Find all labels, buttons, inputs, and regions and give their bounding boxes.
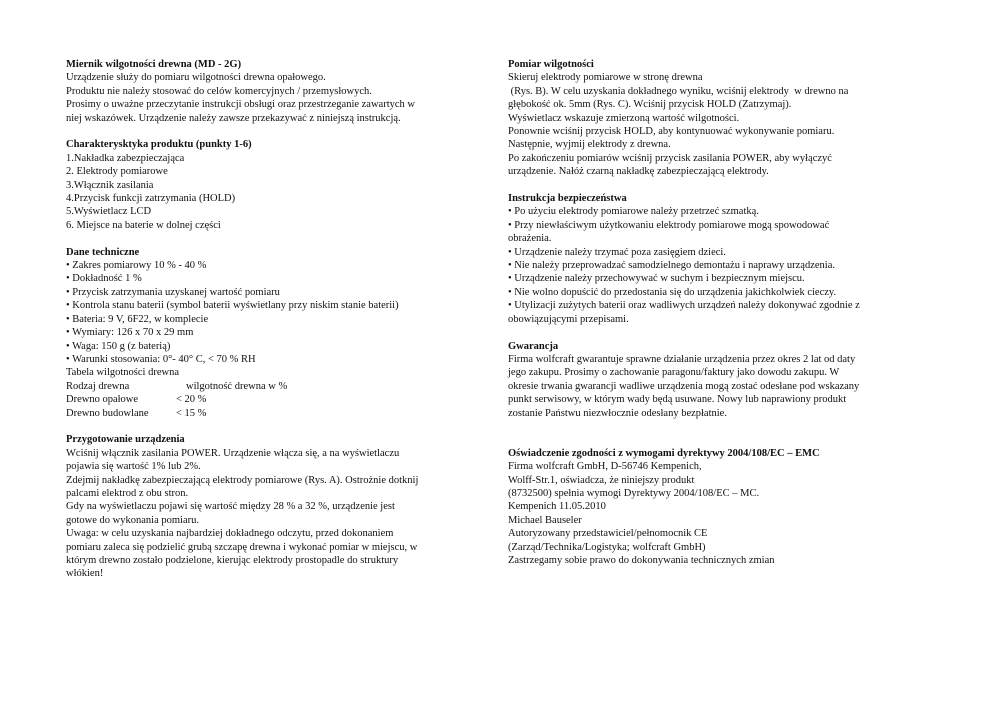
text-line: (Zarząd/Technika/Logistyka; wolfcraft GmbH) <box>508 541 706 553</box>
section-specs <box>66 246 466 420</box>
text-line: okresie trwania gwarancji wadliwe urządzenia mogą zostać odesłane pod wskazany <box>508 380 860 392</box>
spec-item: • Zakres pomiarowy 10 % - 40 % <box>66 260 207 272</box>
text-line: Produktu nie należy stosować do celów komercyjnych / przemysłowych. <box>66 85 372 97</box>
safety-item: • Po użyciu elektrody pomiarowe należy przetrzeć szmatką. <box>508 206 759 218</box>
section-measure <box>508 58 908 179</box>
text-line: którym drewno zostało podzielone, kierując elektrody prostopadle do struktury <box>66 554 399 566</box>
section-product <box>66 58 466 125</box>
text-line: Wciśnij włącznik zasilania POWER. Urządzenie włącza się, a na wyświetlaczu <box>66 447 400 459</box>
text-line: Następnie, wyjmij elektrody z drewna. <box>508 139 671 151</box>
spec-item: • Bateria: 9 V, 6F22, w komplecie <box>66 313 209 325</box>
text-line: palcami elektrod z obu stron. <box>66 487 189 499</box>
text-line: Autoryzowany przedstawiciel/pełnomocnik CE <box>508 528 708 540</box>
text-line: Ponownie wciśnij przycisk HOLD, aby kontynuować wykonywanie pomiaru. <box>508 126 835 138</box>
section-title-measure: Pomiar wilgotności <box>508 59 594 70</box>
feature-item: 2. Elektrody pomiarowe <box>66 166 168 178</box>
table-row <box>66 380 466 393</box>
section-title-declaration: Oświadczenie zgodności z wymogami dyrektywy 2004/108/EC – EMC <box>508 447 820 459</box>
safety-item: obrażenia. <box>508 233 552 245</box>
feature-item: 6. Miejsce na baterie w dolnej części <box>66 219 221 231</box>
moisture-table-caption: Tabela wilgotności drewna <box>66 367 179 379</box>
section-prep <box>66 433 466 580</box>
feature-item: 1.Nakładka zabezpieczająca <box>66 152 185 164</box>
table-cell: Drewno budowlane <box>66 407 149 419</box>
table-cell: wilgotność drewna w % <box>186 380 288 392</box>
spec-item: • Wymiary: 126 x 70 x 29 mm <box>66 327 194 339</box>
text-line: niej wskazówek. Urządzenie należy zawsze przekazywać z niniejszą instrukcją. <box>66 112 401 124</box>
section-title-specs: Dane techniczne <box>66 246 140 258</box>
text-line: (Rys. B). W celu uzyskania dokładnego wyniku, wciśnij elektrody w drewno na <box>508 85 849 97</box>
safety-item: • Utylizacji zużytych baterii oraz wadliwych urządzeń należy dokonywać zgodnie z <box>508 300 860 312</box>
text-line: punkt serwisowy, w którym wady będą usuwane. Nowy lub naprawiony produkt <box>508 394 847 406</box>
left-column <box>66 58 466 594</box>
text-line: Skieruj elektrody pomiarowe w stronę drewna <box>508 72 703 84</box>
section-title-safety: Instrukcja bezpieczeństwa <box>508 193 627 205</box>
text-line: jego zakupu. Prosimy o zachowanie paragonu/faktury jako dowodu zakupu. W <box>508 367 840 379</box>
text-line: Po zakończeniu pomiarów wciśnij przycisk zasilania POWER, aby wyłączyć <box>508 152 832 164</box>
text-line: Wolff-Str.1, oświadcza, że niniejszy produkt <box>508 474 695 486</box>
table-cell: Drewno opałowe <box>66 394 139 406</box>
text-line: Zastrzegamy sobie prawo do dokonywania technicznych zmian <box>508 554 775 566</box>
table-cell: < 20 % <box>176 394 207 406</box>
spec-item: • Warunki stosowania: 0°- 40° C, < 70 % RH <box>66 353 256 365</box>
spec-item: • Waga: 150 g (z baterią) <box>66 340 171 352</box>
text-line: Gdy na wyświetlaczu pojawi się wartość między 28 % a 32 %, urządzenie jest <box>66 501 395 513</box>
text-line: (8732500) spełnia wymogi Dyrektywy 2004/108/EC – MC. <box>508 487 760 499</box>
text-line: Zdejmij nakładkę zabezpieczającą elektrody pomiarowe (Rys. A). Ostrożnie dotknij <box>66 474 419 486</box>
text-line: pomiaru zaleca się podzielić grubą szczapę drewna i wykonać pomiar w miejscu, w <box>66 541 418 553</box>
section-warranty <box>508 340 908 420</box>
text-line: włókien! <box>66 568 104 580</box>
text-line: zostanie Państwu niezwłocznie odesłany bezpłatnie. <box>508 407 727 419</box>
safety-item: • Urządzenie należy przechowywać w suchym i bezpiecznym miejscu. <box>508 273 805 285</box>
section-title-product: Miernik wilgotności drewna (MD - 2G) <box>66 59 242 70</box>
text-line: pojawia się wartość 1% lub 2%. <box>66 461 201 473</box>
safety-item: • Urządzenie należy trzymać poza zasięgiem dzieci. <box>508 246 726 258</box>
safety-item: • Nie wolno dopuścić do przedostania się do urządzenia jakichkolwiek cieczy. <box>508 286 837 298</box>
section-safety <box>508 192 908 326</box>
section-declaration <box>508 447 908 568</box>
right-column <box>508 58 908 581</box>
section-title-warranty: Gwarancja <box>508 340 559 352</box>
spec-item: • Dokładność 1 % <box>66 273 142 285</box>
section-features <box>66 138 466 232</box>
spec-item: • Przycisk zatrzymania uzyskanej wartość pomiaru <box>66 286 280 298</box>
moisture-table <box>66 380 466 420</box>
section-title-features: Charakterysktyka produktu (punkty 1-6) <box>66 139 252 151</box>
text-line: Prosimy o uważne przeczytanie instrukcji obsługi oraz przestrzeganie zawartych w <box>66 99 415 111</box>
safety-item: • Nie należy przeprowadzać samodzielnego demontażu i naprawy urządzenia. <box>508 260 835 272</box>
safety-item: obowiązującymi przepisami. <box>508 313 629 325</box>
text-line: Firma wolfcraft GmbH, D-56746 Kempenich, <box>508 461 702 473</box>
text-line: Firma wolfcraft gwarantuje sprawne działanie urządzenia przez okres 2 lat od daty <box>508 353 856 365</box>
table-cell: < 15 % <box>176 407 207 419</box>
text-line: urządzenie. Nałóż czarną nakładkę zabezpieczającą elektrody. <box>508 166 769 178</box>
text-line: Michael Bauseler <box>508 514 582 526</box>
table-cell: Rodzaj drewna <box>66 380 130 392</box>
text-line: Uwaga: w celu uzyskania najbardziej dokładnego odczytu, przed dokonaniem <box>66 528 394 540</box>
text-line: Urządzenie służy do pomiaru wilgotności drewna opałowego. <box>66 72 326 84</box>
spec-item: • Kontrola stanu baterii (symbol baterii wyświetlany przy niskim stanie baterii) <box>66 300 399 312</box>
text-line: Kempenich 11.05.2010 <box>508 501 606 513</box>
feature-item: 3.Włącznik zasilania <box>66 179 154 191</box>
text-line: Wyświetlacz wskazuje zmierzoną wartość wilgotności. <box>508 112 740 124</box>
safety-item: • Przy niewłaściwym użytkowaniu elektrody pomiarowe mogą spowodować <box>508 219 830 231</box>
table-row <box>66 393 466 406</box>
text-line: głębokość ok. 5mm (Rys. C). Wciśnij przycisk HOLD (Zatrzymaj). <box>508 99 792 111</box>
feature-item: 5.Wyświetlacz LCD <box>66 206 152 218</box>
section-title-prep: Przygotowanie urządzenia <box>66 434 185 446</box>
feature-item: 4.Przycisk funkcji zatrzymania (HOLD) <box>66 193 236 205</box>
table-row <box>66 407 466 420</box>
text-line: gotowe do wykonania pomiaru. <box>66 514 199 526</box>
